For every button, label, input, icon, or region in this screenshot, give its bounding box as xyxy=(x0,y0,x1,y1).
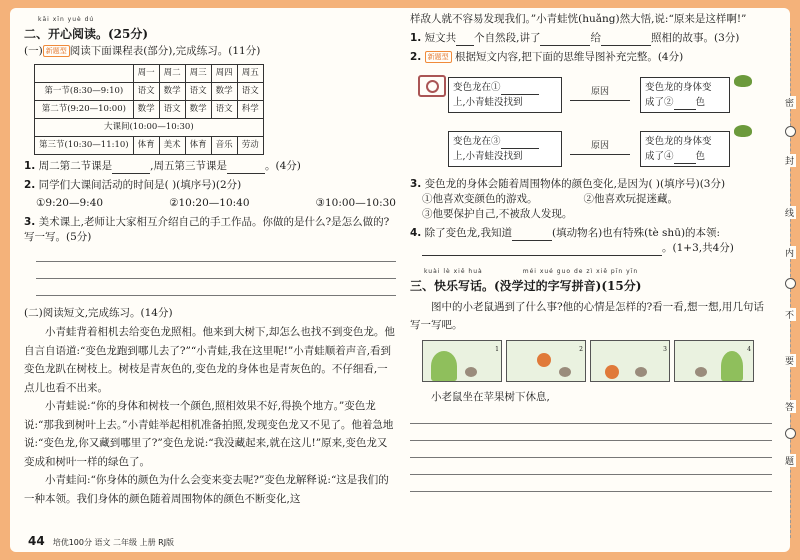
part2-title: (二)阅读短文,完成练习。(14分) xyxy=(24,307,173,319)
question-text: 。(1+3,共4分) xyxy=(662,242,734,254)
question-text: 给 xyxy=(590,32,601,44)
reason-label: 原因 xyxy=(570,139,630,155)
question-text: 个自然段,讲了 xyxy=(474,32,541,44)
binding-hole-icon xyxy=(785,126,796,137)
question-text: ,周五第三节课是 xyxy=(150,160,227,172)
box-text: 变色龙的身体变 xyxy=(645,82,712,93)
picture-panel-4 xyxy=(674,340,754,382)
question-text: 。(4分) xyxy=(264,160,301,172)
table-cell: 语文 xyxy=(133,83,159,101)
table-cell: 第一节(8:30—9:10) xyxy=(35,83,134,101)
box-text: 成了④ xyxy=(645,151,674,162)
table-cell: 音乐 xyxy=(211,137,237,155)
question-number: 2. xyxy=(410,51,422,63)
table-cell: 数学 xyxy=(133,101,159,119)
section2-title: 二、开心阅读。(25分) xyxy=(24,27,149,41)
writing-starter: 小老鼠坐在苹果树下休息, xyxy=(431,391,550,403)
question-text: 周二第二节课是 xyxy=(38,160,113,172)
question-text: 变色龙的身体会随着周围物体的颜色变化,是因为( )(填序号)(3分) xyxy=(424,178,726,190)
writing-prompt: 图中的小老鼠遇到了什么事?他的心情是怎样的?看一看,想一想,用几句话写一写吧。 xyxy=(410,301,764,331)
table-cell: 数学 xyxy=(159,83,185,101)
table-cell: 科学 xyxy=(237,101,263,119)
picture-panel-2 xyxy=(506,340,586,382)
section3-pinyin-row xyxy=(424,264,772,279)
table-cell: 语文 xyxy=(237,83,263,101)
story-paragraph: 小青蛙问:“你身体的颜色为什么会变来变去呢?”变色龙解释说:“这是我们的一种本领。我们身体的颜色随着周围物体的颜色不断变化,这 xyxy=(24,474,389,505)
question-2 xyxy=(24,178,396,211)
box-text: 变色龙在① xyxy=(453,82,501,93)
mind-map-box-1 xyxy=(448,77,562,113)
page-footer xyxy=(28,534,174,548)
table-cell: 体育 xyxy=(185,137,211,155)
question-r3 xyxy=(410,177,772,222)
new-type-tag: 新题型 xyxy=(43,45,70,57)
table-header-row xyxy=(35,65,264,83)
question-r4 xyxy=(410,226,772,256)
picture-panel-3 xyxy=(590,340,670,382)
question-text: 照相的故事。(3分) xyxy=(650,32,740,44)
table-cell: 语文 xyxy=(185,83,211,101)
question-text: 美术课上,老师让大家相互介绍自己的手工作品。你做的是什么?是怎么做的?写一写。(5分) xyxy=(24,216,390,243)
seal-line-sidebar xyxy=(782,8,800,552)
table-cell: 美术 xyxy=(159,137,185,155)
answer-blank[interactable] xyxy=(501,84,539,95)
answer-blank[interactable] xyxy=(227,163,265,174)
binding-hole-icon xyxy=(785,428,796,439)
answer-blank[interactable] xyxy=(674,153,696,164)
sidebar-char: 要 xyxy=(783,354,796,367)
table-cell: 体育 xyxy=(133,137,159,155)
answer-blank[interactable] xyxy=(601,35,651,46)
question-number: 1. xyxy=(24,160,36,172)
right-column xyxy=(410,12,772,492)
reason-label: 原因 xyxy=(570,85,630,101)
answer-lines[interactable] xyxy=(36,245,396,296)
section2-pinyin: kāi xīn yuè dú xyxy=(38,16,95,23)
panel-number: 2 xyxy=(579,346,583,353)
mind-map-box-3 xyxy=(448,131,562,167)
left-column xyxy=(24,12,396,508)
section3-pinyin: méi xué guo de zì xiě pīn yīn xyxy=(522,268,639,275)
sidebar-char: 线 xyxy=(783,206,796,219)
table-header-cell: 周五 xyxy=(237,65,263,83)
table-row xyxy=(35,137,264,155)
question-r2 xyxy=(410,50,772,65)
mind-map-box-2 xyxy=(640,77,730,113)
answer-blank[interactable] xyxy=(540,35,590,46)
part1-prefix: (一) xyxy=(24,45,43,57)
option-1[interactable]: ①他喜欢变颜色的游戏。 xyxy=(422,193,538,205)
table-cell: 语文 xyxy=(159,101,185,119)
question-number: 3. xyxy=(24,216,36,228)
option-3[interactable]: ③10:00—10:30 xyxy=(315,197,396,209)
question-3 xyxy=(24,215,396,245)
table-cell: 数学 xyxy=(185,101,211,119)
option-2[interactable]: ②10:20—10:40 xyxy=(169,197,250,209)
story-paragraph: 小青蛙背着相机去给变色龙照相。他来到大树下,却怎么也找不到变色龙。他自言自语道:“变色龙跑到哪儿去了?”“小青蛙,我在这里呢!”小青蛙顺着声音,看到变色龙趴在树枝上。树枝是青灰色的,变色龙的身体也是青灰色的。不仔细看,一点儿也看不出来。 xyxy=(24,326,395,394)
chameleon-icon xyxy=(734,75,752,87)
option-1[interactable]: ①9:20—9:40 xyxy=(36,197,104,209)
box-text: 变色龙的身体变 xyxy=(645,136,712,147)
camera-icon xyxy=(418,75,446,97)
picture-panel-1 xyxy=(422,340,502,382)
chameleon-icon xyxy=(734,125,752,137)
story-continuation: 样敌人就不容易发现我们。”小青蛙恍(huǎng)然大悟,说:“原来是这样啊!” xyxy=(410,13,747,25)
mind-map xyxy=(410,69,772,173)
table-header-cell: 周一 xyxy=(133,65,159,83)
table-row xyxy=(35,101,264,119)
question-text: (填动物名)也有特殊(tè shū)的本领: xyxy=(551,227,721,239)
section3-pinyin: kuài lè xiě huà xyxy=(424,268,483,275)
question-text: 同学们大课间活动的时间是( )(填序号)(2分) xyxy=(38,179,242,191)
footer-text: 培优100分 语文 二年级 上册 RJ版 xyxy=(52,538,175,547)
option-3[interactable]: ③他要保护自己,不被敌人发现。 xyxy=(422,208,573,220)
question-number: 4. xyxy=(410,227,422,239)
table-cell: 第三节(10:30—11:10) xyxy=(35,137,134,155)
question-1 xyxy=(24,159,396,174)
box-text: 成了② xyxy=(645,97,674,108)
writing-lines[interactable] xyxy=(410,407,772,492)
table-header-cell: 周二 xyxy=(159,65,185,83)
table-cell: 劳动 xyxy=(237,137,263,155)
page-number: 44 xyxy=(28,534,45,548)
part1-title: 阅读下面课程表(部分),完成练习。(11分) xyxy=(69,45,261,57)
answer-blank[interactable] xyxy=(456,35,474,46)
panel-number: 1 xyxy=(495,346,499,353)
option-2[interactable]: ②他喜欢玩捉迷藏。 xyxy=(583,193,678,205)
picture-strip xyxy=(422,340,772,382)
table-header-cell: 周四 xyxy=(211,65,237,83)
answer-blank[interactable] xyxy=(422,245,662,256)
mind-map-box-4 xyxy=(640,131,730,167)
binding-hole-icon xyxy=(785,278,796,289)
sidebar-char: 题 xyxy=(783,454,796,467)
sidebar-char: 答 xyxy=(783,400,796,413)
answer-blank[interactable] xyxy=(112,163,150,174)
box-text: 色 xyxy=(695,151,706,162)
table-break-row xyxy=(35,119,264,137)
question-number: 1. xyxy=(410,32,422,44)
box-text: 变色龙在③ xyxy=(453,136,501,147)
question-text: 根据短文内容,把下面的思维导图补充完整。(4分) xyxy=(454,51,684,63)
panel-number: 3 xyxy=(663,346,667,353)
table-cell: 数学 xyxy=(211,83,237,101)
answer-blank[interactable] xyxy=(512,230,552,241)
table-row xyxy=(35,83,264,101)
section3-title: 三、快乐写话。(没学过的字写拼音)(15分) xyxy=(410,279,642,293)
question-text: 除了变色龙,我知道 xyxy=(424,227,512,239)
sidebar-char: 封 xyxy=(783,154,796,167)
question-number: 3. xyxy=(410,178,422,190)
table-break-cell: 大课间(10:00—10:30) xyxy=(35,119,264,137)
panel-number: 4 xyxy=(747,346,751,353)
question-text: 短文共 xyxy=(424,32,457,44)
box-text: 色 xyxy=(695,97,706,108)
answer-blank[interactable] xyxy=(674,99,696,110)
answer-blank[interactable] xyxy=(501,138,539,149)
new-type-tag: 新题型 xyxy=(425,51,452,63)
table-cell: 第二节(9:20—10:00) xyxy=(35,101,134,119)
sidebar-char: 密 xyxy=(783,96,796,109)
table-header-cell: 周三 xyxy=(185,65,211,83)
part1-heading xyxy=(24,44,396,59)
story-paragraph: 小青蛙说:“你的身体和树枝一个颜色,照相效果不好,得换个地方。”变色龙说:“那我到树叶上去。”小青蛙举起相机准备拍照,发现变色龙又不见了。他着急地说:“变色龙,你又藏到哪里了?”变色龙说:“我没藏起来,就在这儿!”原来,变色龙又变成和树叶一样的绿色了。 xyxy=(24,400,394,468)
reason-arrow xyxy=(570,85,630,101)
table-cell: 语文 xyxy=(211,101,237,119)
schedule-table xyxy=(34,64,264,155)
box-text: 上,小青蛙没找到 xyxy=(453,151,523,162)
question-r1 xyxy=(410,31,772,46)
reason-arrow xyxy=(570,139,630,155)
sidebar-char: 不 xyxy=(783,308,796,321)
worksheet-page xyxy=(10,8,794,552)
table-header-cell xyxy=(35,65,134,83)
question-number: 2. xyxy=(24,179,36,191)
box-text: 上,小青蛙没找到 xyxy=(453,97,523,108)
sidebar-char: 内 xyxy=(783,246,796,259)
